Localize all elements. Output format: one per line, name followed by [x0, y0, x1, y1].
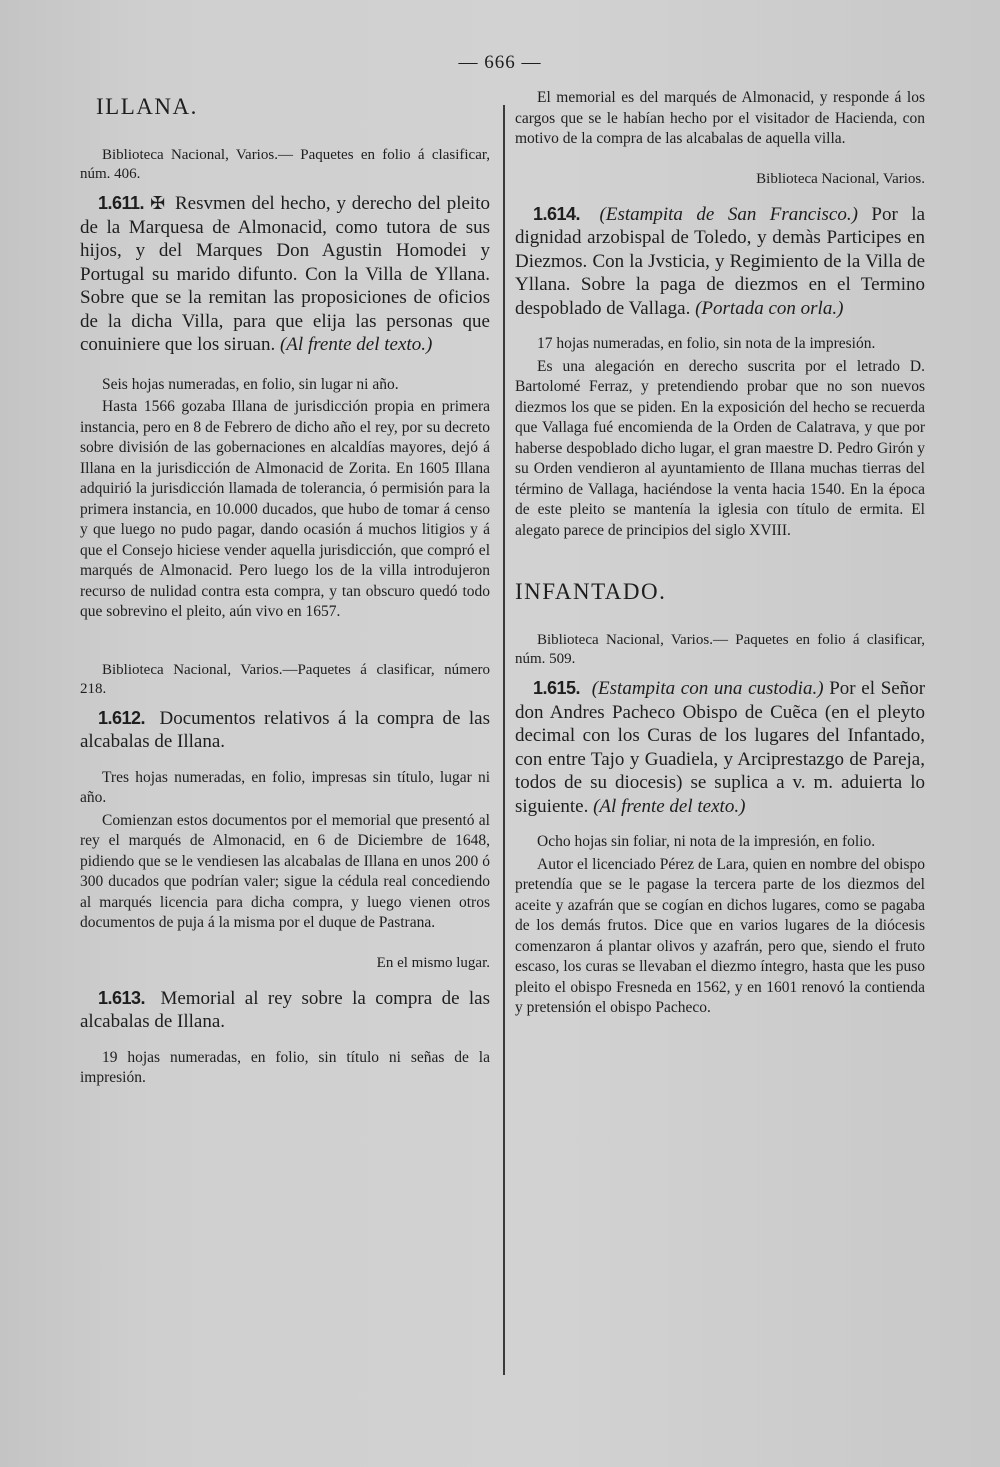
source-citation: Biblioteca Nacional, Varios.— Paquetes en folio á clasificar, núm. 406. — [80, 147, 490, 182]
entry-number: 1.614. — [533, 203, 581, 224]
entry-number: 1.615. — [533, 678, 581, 698]
entry-commentary: El memorial es del marqués de Almonacid, y responde á los cargos que se le habían hecho por el visitador de Hacienda, con motivo de la compra de las alcabalas de aquella villa. — [515, 89, 925, 147]
entry-note: (Portada con orla.) — [695, 297, 844, 319]
section-heading-illana: ILLANA. — [96, 94, 198, 119]
entry-title: Resvmen del hecho, y derecho del pleito de la Marquesa de Almonacid, como tutora de sus hijos, y del Marques Don Agustin Homodei y Portugal su marido difunto. Con la Villa de Yllana. Sobre que se la remitan las proposiciones de oficios de la dicha Villa, para que elija las personas que conuiniere que los siruan. — [80, 193, 490, 355]
page-number: — 666 — — [458, 52, 542, 73]
source-citation: Biblioteca Nacional, Varios. — [756, 170, 925, 187]
column-divider — [503, 105, 505, 1375]
left-column — [80, 88, 490, 1091]
entry-description: Tres hojas numeradas, en folio, impresas sin título, lugar ni año. — [80, 768, 490, 806]
section-heading-infantado: INFANTADO. — [515, 579, 667, 604]
entry-title: Memorial al rey sobre la compra de las alcabalas de Illana. — [80, 987, 491, 1032]
entry-number: 1.613. — [98, 987, 146, 1008]
source-citation: Biblioteca Nacional, Varios.— Paquetes en folio á clasificar, núm. 509. — [515, 632, 925, 667]
right-column — [515, 88, 925, 1021]
entry-title: Por el Señor don Andres Pacheco Obispo de Cuẽca (en el pleyto decimal con los Curas de los lugares del Infantado, con entre Tajo y Guadiela, y Arciprestazgo de Pareja, todos de su diocesis) se suplica a v. m. aduierta lo siguiente. — [515, 678, 926, 817]
entry-1611 — [80, 192, 490, 357]
entry-title: Documentos relativos á la compra de las alcabalas de Illana. — [80, 707, 491, 752]
entry-1615 — [515, 677, 925, 818]
entry-note: (Al frente del texto.) — [279, 334, 433, 355]
source-citation: En el mismo lugar. — [376, 954, 490, 971]
source-citation: Biblioteca Nacional, Varios.—Paquetes á clasificar, número 218. — [80, 661, 490, 697]
entry-commentary: Comienzan estos documentos por el memorial que presentó al rey el marqués de Almonacid, en 6 de Diciembre de 1648, pidiendo que se le vendiesen las alcabalas de Illana en unos 200 ó 300 ducados que podrían valer; sigue la cédula real concediendo al marqués licencia para dicha compra, y luego vienen otros documentos de puja á la misma por el duque de Pastrana. — [80, 811, 490, 931]
entry-commentary: Hasta 1566 gozaba Illana de jurisdicción propia en primera instancia, pero en 8 de Febrero de dicho año el rey, por su decreto sobre división de las gobernaciones en alcaldías mayores, dejó á Illana en la jurisdicción de Almonacid de Zorita. En 1605 Illana adquirió la jurisdicción llamada de tolerancia, ó permisión para la primera instancia, en 10.000 ducados, que hubo de tomar á censo y que luego no pudo pagar, dando ocasión á muchos litigios y á que el Consejo hiciese vender aquella jurisdicción, que compró el marqués de Almonacid. Pero luego los de la villa introdujeron recurso de nulidad contra esta compra, y tan obscuro quedó todo que sobrevino el pleito, aún vivo en 1657. — [80, 398, 490, 620]
entry-number: 1.612. — [98, 707, 146, 728]
entry-commentary: Es una alegación en derecho suscrita por el letrado D. Bartolomé Ferraz, y pretendiendo probar que no son nuevos diezmos los que se piden. En la exposición del hecho se recuerda que Vallaga fué encomienda de la Orden de Calatrava, y que por haberse despoblado dicho lugar, el gran maestre D. Pedro Girón y su Orden vendieron al ayuntamiento de Illana muchas tierras del término de Vallaga, haciéndose la venta hacia 1540. En la época de este pleito se mantenía la iglesia con título de ermita. El alegato parece de principios del siglo XVIII. — [515, 357, 925, 539]
entry-note: (Al frente del texto.) — [593, 795, 746, 817]
entry-1614 — [515, 203, 925, 321]
entry-description: 19 hojas numeradas, en folio, sin título ni señas de la impresión. — [80, 1048, 490, 1086]
entry-illustration-note: (Estampita con una custodia.) — [591, 678, 824, 699]
cross-icon: ✠ — [150, 193, 166, 214]
entry-description: 17 hojas numeradas, en folio, sin nota de la impresión. — [537, 335, 876, 352]
entry-number: 1.611. — [98, 193, 145, 213]
entry-description: Ocho hojas sin foliar, ni nota de la impresión, en folio. — [537, 833, 876, 850]
entry-1612 — [80, 707, 490, 754]
entry-description: Seis hojas numeradas, en folio, sin lugar ni año. — [102, 375, 399, 393]
entry-1613 — [80, 987, 490, 1034]
entry-title: Por la dignidad arzobispal de Toledo, y demàs Participes en Diezmos. Con la Jvsticia, y Regimiento de la Villa de Yllana. Sobre la paga de diezmos en el Termino despoblado de Vallaga. — [515, 203, 925, 319]
entry-commentary: Autor el licenciado Pérez de Lara, quien en nombre del obispo pretendía que se le pagase la tercera parte de los diezmos del aceite y azafrán que se cogían en dichos lugares, como se pagaba de los demás frutos. Dice que en varios lugares de la diócesis comenzaron á plantar olivos y azafrán, pero que, siendo el fruto escaso, los curas se llevaban el diezmo íntegro, hasta que les puso pleito el obispo Fresneda en 1562, y en 1601 renovó la contienda y pretensión el obispo Pacheco. — [515, 855, 925, 1016]
entry-illustration-note: (Estampita de San Francisco.) — [599, 203, 858, 225]
